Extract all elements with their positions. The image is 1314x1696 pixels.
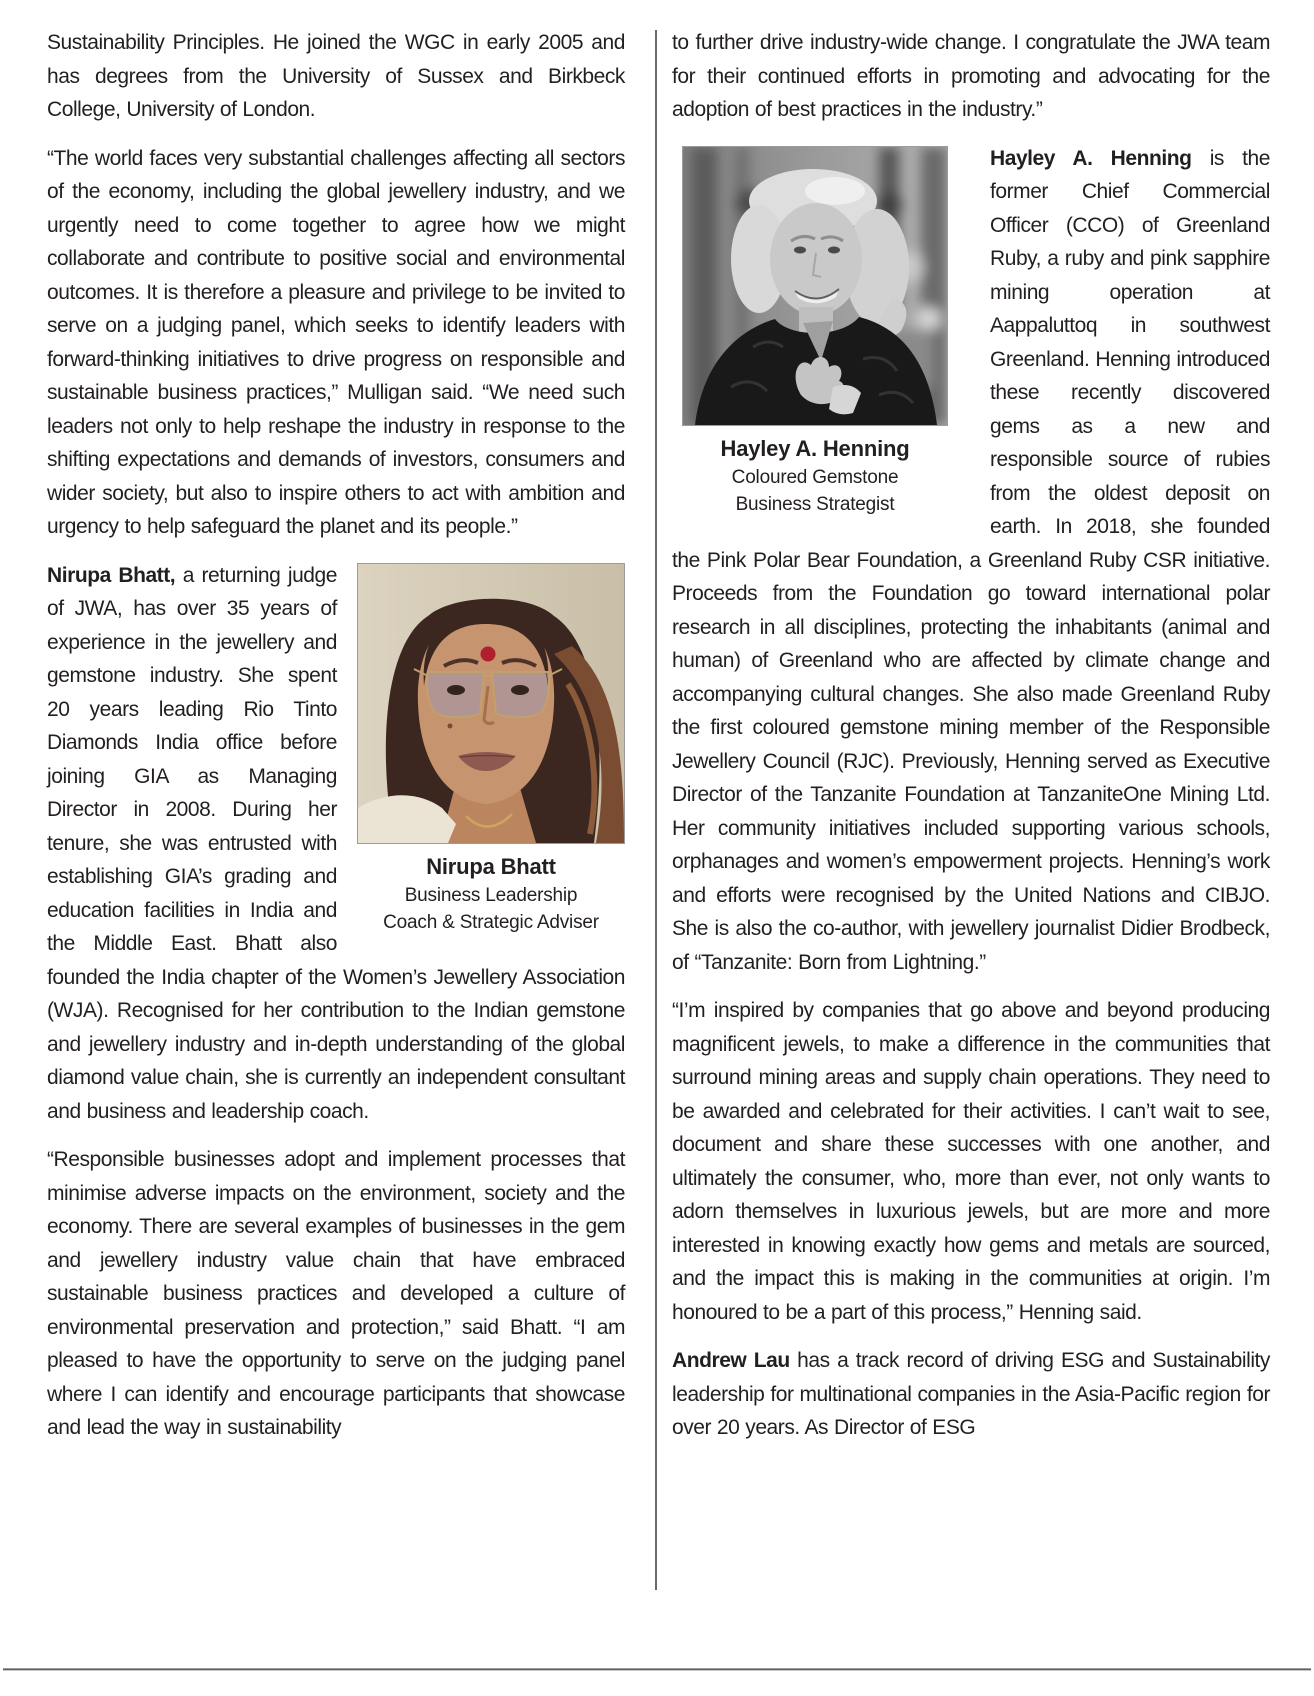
nirupa-bhatt-photo <box>357 563 625 844</box>
paragraph-henning-quote: “I’m inspired by companies that go above and beyond producing magnificent jewels, to make a difference in the communities that surround mining areas and supply chain operations. They need to be awarded and celebrated for their activities. I can’t wait to see, document and share these successes with one another, and ultimately the consumer, who, more than ever, not only wants to adorn themselves in luxurious jewels, but are more and more interested in knowing exactly how gems and metals are sourced, and the impact this is making in the communities at origin. I’m honoured to be a part of this process,” Henning said. <box>672 999 1270 1324</box>
bottom-rule <box>3 1668 1311 1671</box>
bold-lead-nirupa-bhatt: Nirupa Bhatt, <box>47 563 176 587</box>
caption-role: Business Strategist <box>735 493 895 515</box>
hayley-henning-portrait-image <box>683 147 947 425</box>
hayley-henning-figure <box>682 146 948 518</box>
hayley-henning-caption <box>682 434 948 518</box>
paragraph-andrew-lau <box>672 1344 1270 1445</box>
nirupa-bhatt-figure <box>357 563 625 936</box>
paragraph-bhatt-quote: “Responsible businesses adopt and implement processes that minimise adverse impacts on the environment, society and the economy. There are several examples of businesses in the gem and jewellery industry value chain that have embraced sustainable business practices and developed a culture of environmental preservation and protection,” said Bhatt. “I am pleased to have the opportunity to serve on the judging panel where I can identify and encourage participants that showcase and lead the way in sustainability <box>47 1148 625 1439</box>
hayley-henning-photo <box>682 146 948 426</box>
nirupa-bhatt-portrait-image <box>358 564 624 843</box>
paragraph-text: is the former Chief Commercial Officer (CCO) of Greenland Ruby, a ruby and pink sapphire mining operation at Aappaluttoq in southwest Greenland. Henning introduced these recently discovered gems as a new and responsible source of rubies from the oldest deposit on earth. In 2018, she founded the Pink Polar Bear Foundation, a Greenland Ruby CSR initiative. Proceeds from the Foundation go toward international polar research in all disciplines, protecting the inhabitants (animal and human) of Greenland who are affected by climate change and accompanying cultural changes. She also made Greenland Ruby the first coloured gemstone mining member of the Responsible Jewellery Council (RJC). Previously, Henning served as Executive Director of the Tanzanite Foundation at TanzaniteOne Mining Ltd. Her community initiatives included supporting various schools, orphanages and women’s empowerment projects. Henning’s work and efforts were recognised by the United Nations and CIBJO. She is also the co-author, with jewellery journalist Didier Brodbeck, of “Tanzanite: Born from Lightning.” <box>672 146 1270 974</box>
paragraph-mulligan-quote: “The world faces very substantial challenges affecting all sectors of the economy, including the global jewellery industry, and we urgently need to come together to agree how we might collaborate and contribute to positive social and environmental outcomes. It is therefore a pleasure and privilege to be invited to serve on a judging panel, which seeks to identify leaders with forward-thinking initiatives to drive progress on responsible and sustainable business practices,” Mulligan said. “We need such leaders not only to help reshape the industry in response to the shifting expectations and demands of investors, consumers and wider society, but also to inspire others to act with ambition and urgency to help safeguard the planet and its people.” <box>47 146 625 538</box>
bold-lead-andrew-lau: Andrew Lau <box>672 1349 790 1372</box>
paragraph-hayley-henning <box>672 142 1270 980</box>
left-column <box>47 26 625 1460</box>
paragraph-text: has a track record of driving ESG and Sustainability leadership for multinational companies in the Asia-Pacific region for over 20 years. As Director of ESG <box>672 1349 1270 1439</box>
caption-role: Coach & Strategic Adviser <box>383 911 599 933</box>
paragraph-jwa-congratulation: to further drive industry-wide change. I congratulate the JWA team for their continued efforts in promoting and advocating for the adoption of best practices in the industry.” <box>672 31 1270 121</box>
paragraph-nirupa-bhatt <box>47 559 625 1129</box>
paragraph-wgc-bio: Sustainability Principles. He joined the WGC in early 2005 and has degrees from the University of Sussex and Birkbeck College, University of London. <box>47 31 625 121</box>
nirupa-bhatt-caption <box>357 852 625 936</box>
right-column <box>672 26 1270 1460</box>
bold-lead-hayley-henning: Hayley A. Henning <box>990 146 1192 170</box>
caption-role: Business Leadership <box>404 884 578 906</box>
bindi <box>481 646 496 661</box>
paragraph-text: a returning judge of JWA, has over 35 years of experience in the jewellery and gemstone industry. She spent 20 years leading Rio Tinto Diamonds India office before joining GIA as Managing Director in 2008. During her tenure, she was entrusted with establishing GIA’s grading and education facilities in India and the Middle East. Bhatt also founded the India chapter of the Women’s Jewellery Association (WJA). Recognised for her contribution to the Indian gemstone and jewellery industry and in-depth understanding of the global diamond value chain, she is currently an independent consultant and business and leadership coach. <box>47 563 625 1123</box>
caption-role: Coloured Gemstone <box>731 466 899 488</box>
caption-name: Hayley A. Henning <box>720 435 910 461</box>
caption-name: Nirupa Bhatt <box>426 853 556 879</box>
column-divider <box>655 30 657 1590</box>
